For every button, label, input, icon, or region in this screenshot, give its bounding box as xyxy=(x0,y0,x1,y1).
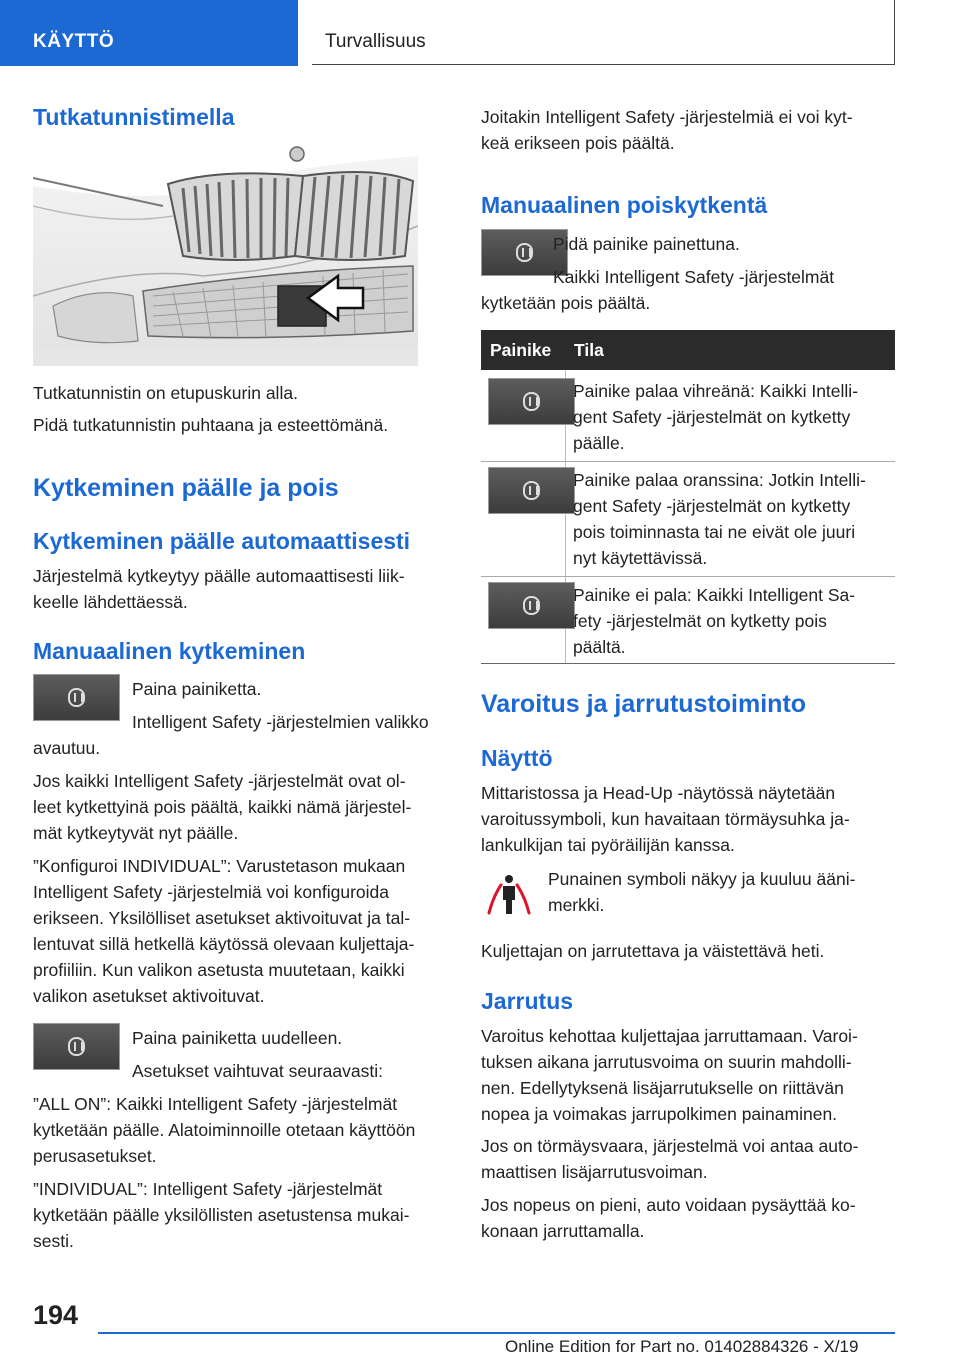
page-number: 194 xyxy=(33,1300,79,1330)
chapter-header xyxy=(312,0,895,65)
auto-text-1: Järjestelmä kytkeytyy päälle automaattisesti liik- xyxy=(33,566,405,586)
again-text-1: Paina painiketta uudelleen. xyxy=(132,1028,343,1048)
indiv-text-1: ”INDIVIDUAL”: Intelligent Safety -järjestelmät xyxy=(33,1179,383,1199)
table-col-state: Tila xyxy=(574,340,604,360)
allon-text-1: ”ALL ON”: Kaikki Intelligent Safety -järjestelmät xyxy=(33,1094,398,1114)
heading-radar: Tutkatunnistimella xyxy=(33,104,235,130)
manual-text-2: Intelligent Safety -järjestelmien valikko xyxy=(132,712,429,732)
table-row-2-l4: nyt käytettävissä. xyxy=(573,548,708,568)
table-row-3-l1: Painike ei pala: Kaikki Intelligent Sa- xyxy=(573,585,856,605)
brake-text-3: nen. Edellytyksenä lisäjarrutukselle on riittävän xyxy=(481,1078,844,1098)
konf-text-6: valikon asetukset aktivoituvat. xyxy=(33,986,265,1006)
table-row-3-button xyxy=(488,582,575,629)
again-text-2: Asetukset vaihtuvat seuraavasti: xyxy=(132,1061,383,1081)
radar-illustration xyxy=(33,146,418,366)
symbol-text-2: merkki. xyxy=(548,895,605,915)
konf-text-3: erikseen. Yksilölliset asetukset aktivoituvat ja tal- xyxy=(33,908,411,928)
radar-text-2: Pidä tutkatunnistin puhtaana ja esteettömänä. xyxy=(33,415,389,435)
indiv-text-3: sesti. xyxy=(33,1231,74,1251)
safety-button-image xyxy=(33,674,120,721)
safety-icon xyxy=(68,1037,85,1056)
radar-text-1: Tutkatunnistin on etupuskurin alla. xyxy=(33,383,298,403)
manual-text-1: Paina painiketta. xyxy=(132,679,262,699)
pedestrian-warning-icon xyxy=(483,867,535,919)
konf-text-1: ”Konfiguroi INDIVIDUAL”: Varustetason mukaan xyxy=(33,856,406,876)
table-row-sep-2 xyxy=(481,576,895,577)
jos-text-2: leet kytkettyinä pois päältä, kaikki nämä järjestel- xyxy=(33,797,412,817)
heading-manual-off: Manuaalinen poiskytkentä xyxy=(481,192,768,218)
konf-text-2: Intelligent Safety -järjestelmiä voi konfiguroida xyxy=(33,882,390,902)
table-row-3-l3: päältä. xyxy=(573,637,626,657)
footer-edition: Online Edition for Part no. 01402884326 - X/19 xyxy=(505,1337,859,1356)
chapter-label: Turvallisuus xyxy=(325,31,426,52)
konf-text-5: profiiliin. Kun valikon asetusta muutetaan, kaikki xyxy=(33,960,405,980)
table-col-button: Painike xyxy=(490,340,552,360)
brake-text-2: tuksen aikana jarrutusvoima on suurin mahdolli- xyxy=(481,1052,852,1072)
intro-text-1: Joitakin Intelligent Safety -järjestelmiä ei voi kyt- xyxy=(481,107,853,127)
symbol-text-1: Punainen symboli näkyy ja kuuluu ääni- xyxy=(548,869,856,889)
heading-on-off: Kytkeminen päälle ja pois xyxy=(33,474,339,502)
safety-button-image-2 xyxy=(33,1023,120,1070)
heading-display: Näyttö xyxy=(481,745,553,771)
safety-icon xyxy=(523,596,540,615)
table-header xyxy=(481,330,895,370)
display-text-1: Mittaristossa ja Head-Up -näytössä näytetään xyxy=(481,783,836,803)
section-tab xyxy=(0,0,298,66)
heading-braking: Jarrutus xyxy=(481,988,574,1014)
off-text-1: Pidä painike painettuna. xyxy=(553,234,740,254)
driver-text: Kuljettajan on jarrutettava ja väistettävä heti. xyxy=(481,941,825,961)
table-row-1-l3: päälle. xyxy=(573,433,625,453)
jos-text-1: Jos kaikki Intelligent Safety -järjestelmät ovat ol- xyxy=(33,771,406,791)
display-text-3: lankulkijan tai pyöräilijän kanssa. xyxy=(481,835,735,855)
safety-icon xyxy=(68,688,85,707)
display-text-2: varoitussymboli, kun havaitaan törmäysuhka ja- xyxy=(481,809,850,829)
speed-text-1: Jos nopeus on pieni, auto voidaan pysäyttää ko- xyxy=(481,1195,856,1215)
brake-text-4: nopea ja voimakas jarrupolkimen painaminen. xyxy=(481,1104,838,1124)
allon-text-3: perusasetukset. xyxy=(33,1146,157,1166)
table-row-2-l1: Painike palaa oranssina: Jotkin Intelli- xyxy=(573,470,866,490)
jos-text-3: mät kytkeytyvät nyt päälle. xyxy=(33,823,239,843)
manual-text-3: avautuu. xyxy=(33,738,101,758)
heading-warning: Varoitus ja jarrutustoiminto xyxy=(481,690,807,718)
safety-icon xyxy=(516,243,533,262)
section-label: KÄYTTÖ xyxy=(33,31,115,52)
table-row-2-button xyxy=(488,467,575,514)
auto-text-2: keelle lähdettäessä. xyxy=(33,592,188,612)
off-text-2: Kaikki Intelligent Safety -järjestelmät xyxy=(553,267,835,287)
safety-icon xyxy=(523,392,540,411)
off-text-3: kytketään pois päältä. xyxy=(481,293,651,313)
indiv-text-2: kytketään päälle yksilöllisten asetustensa mukai- xyxy=(33,1205,410,1225)
allon-text-2: kytketään päälle. Alatoiminnoille otetaan käyttöön xyxy=(33,1120,416,1140)
table-bottom-line xyxy=(481,663,895,664)
heading-manual: Manuaalinen kytkeminen xyxy=(33,638,306,664)
table-row-2-l3: pois toiminnasta tai ne eivät ole juuri xyxy=(573,522,856,542)
table-row-1-l1: Painike palaa vihreänä: Kaikki Intelli- xyxy=(573,381,859,401)
table-row-1-button xyxy=(488,378,575,425)
safety-icon xyxy=(523,481,540,500)
table-row-2-l2: gent Safety -järjestelmät on kytketty xyxy=(573,496,851,516)
table-row-sep-1 xyxy=(481,461,895,462)
collision-text-2: maattisen lisäjarrutusvoiman. xyxy=(481,1162,708,1182)
intro-text-2: keä erikseen pois päältä. xyxy=(481,133,675,153)
heading-auto: Kytkeminen päälle automaattisesti xyxy=(33,528,411,554)
table-row-1-l2: gent Safety -järjestelmät on kytketty xyxy=(573,407,851,427)
konf-text-4: lentuvat sillä hetkellä käytössä olevaan kuljettaja- xyxy=(33,934,415,954)
collision-text-1: Jos on törmäysvaara, järjestelmä voi antaa auto- xyxy=(481,1136,859,1156)
footer-rule xyxy=(98,1332,895,1334)
table-row-3-l2: fety -järjestelmät on kytketty pois xyxy=(573,611,827,631)
brake-text-1: Varoitus kehottaa kuljettajaa jarruttamaan. Varoi- xyxy=(481,1026,858,1046)
speed-text-2: konaan jarruttamalla. xyxy=(481,1221,645,1241)
